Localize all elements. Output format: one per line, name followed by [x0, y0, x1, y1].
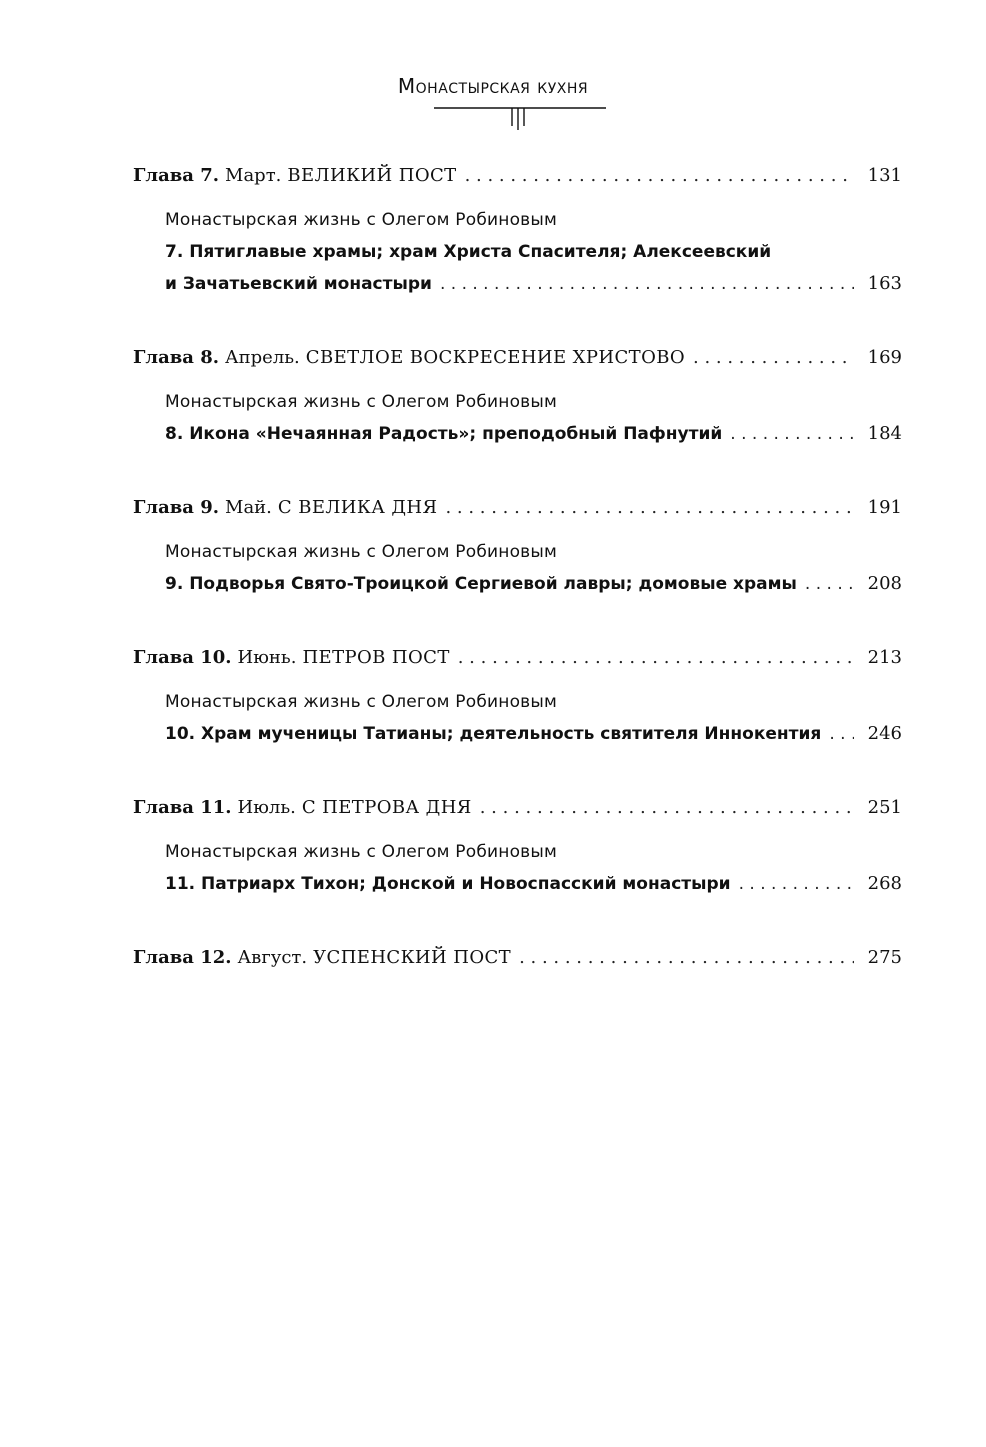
chapter-title: С ВЕЛИКА ДНЯ	[277, 497, 438, 518]
toc-group-chapter-11	[133, 792, 902, 900]
toc-chapter-8	[133, 342, 902, 374]
toc-group-chapter-8	[133, 342, 902, 450]
dot-leader	[693, 342, 854, 374]
chapter-month: Июнь.	[237, 647, 297, 668]
dot-leader	[739, 868, 854, 900]
chapter-title: ПЕТРОВ ПОСТ	[302, 647, 450, 668]
page-number: 184	[867, 423, 902, 444]
section-title: Монастырская жизнь с Олегом Робиновым	[165, 842, 558, 862]
toc-group-chapter-7	[133, 160, 902, 300]
dot-leader	[519, 942, 854, 974]
toc-chapter-10	[133, 642, 902, 674]
dot-leader	[458, 642, 854, 674]
section-entry-text: 10. Храм мученицы Татианы; деятельность святителя Иннокентия	[165, 724, 822, 744]
chapter-label: Глава 10.	[133, 647, 232, 668]
chapter-month: Май.	[225, 497, 272, 518]
chapter-month: Апрель.	[225, 347, 300, 368]
page-number: 213	[867, 647, 902, 668]
section-entry-7	[133, 268, 902, 300]
dot-leader	[445, 492, 854, 524]
table-of-contents	[133, 160, 902, 974]
dot-leader	[805, 568, 854, 600]
page-number: 275	[867, 947, 902, 968]
chapter-month: Июль.	[237, 797, 296, 818]
chapter-title: УСПЕНСКИЙ ПОСТ	[313, 947, 512, 968]
running-head: Монастырская кухня	[397, 74, 589, 98]
toc-chapter-9	[133, 492, 902, 524]
chapter-title: С ПЕТРОВА ДНЯ	[301, 797, 472, 818]
toc-group-chapter-9	[133, 492, 902, 600]
page-number: 246	[867, 723, 902, 744]
chapter-label: Глава 8.	[133, 347, 220, 368]
chapter-month: Март.	[225, 165, 282, 186]
page-number: 268	[867, 873, 902, 894]
page-number: 163	[867, 273, 902, 294]
section-title: Монастырская жизнь с Олегом Робиновым	[165, 542, 558, 562]
section-entry-text: 8. Икона «Нечаянная Радость»; преподобный Пафнутий	[165, 424, 723, 444]
section-entry-text: и Зачатьевский монастыри	[165, 274, 432, 294]
dot-leader	[440, 268, 854, 300]
dot-leader	[480, 792, 854, 824]
dot-leader	[465, 160, 854, 192]
section-entry-line1: 7. Пятиглавые храмы; храм Христа Спасителя; Алексеевский	[165, 242, 772, 262]
page-number: 169	[867, 347, 902, 368]
chapter-label: Глава 9.	[133, 497, 220, 518]
page-number: 208	[867, 573, 902, 594]
toc-group-chapter-12	[133, 942, 902, 974]
section-title: Монастырская жизнь с Олегом Робиновым	[165, 392, 558, 412]
dot-leader	[829, 718, 854, 750]
section-title: Монастырская жизнь с Олегом Робиновым	[165, 210, 558, 230]
toc-group-chapter-10	[133, 642, 902, 750]
chapter-label: Глава 7.	[133, 165, 220, 186]
section-entry-9	[133, 568, 902, 600]
chapter-month: Август.	[237, 947, 308, 968]
toc-chapter-11	[133, 792, 902, 824]
section-entry-text: 9. Подворья Свято-Троицкой Сергиевой лавры; домовые храмы	[165, 574, 797, 594]
dot-leader	[730, 418, 854, 450]
page-number: 191	[867, 497, 902, 518]
toc-chapter-7	[133, 160, 902, 192]
section-entry-10	[133, 718, 902, 750]
header-ornament	[430, 104, 610, 134]
toc-chapter-12	[133, 942, 902, 974]
section-entry-8	[133, 418, 902, 450]
chapter-title: ВЕЛИКИЙ ПОСТ	[287, 165, 457, 186]
section-entry-text: 11. Патриарх Тихон; Донской и Новоспасский монастыри	[165, 874, 731, 894]
chapter-title: СВЕТЛОЕ ВОСКРЕСЕНИЕ ХРИСТОВО	[305, 347, 686, 368]
section-title: Монастырская жизнь с Олегом Робиновым	[165, 692, 558, 712]
chapter-label: Глава 11.	[133, 797, 232, 818]
chapter-label: Глава 12.	[133, 947, 232, 968]
page-number: 251	[867, 797, 902, 818]
section-entry-11	[133, 868, 902, 900]
page-number: 131	[867, 165, 902, 186]
